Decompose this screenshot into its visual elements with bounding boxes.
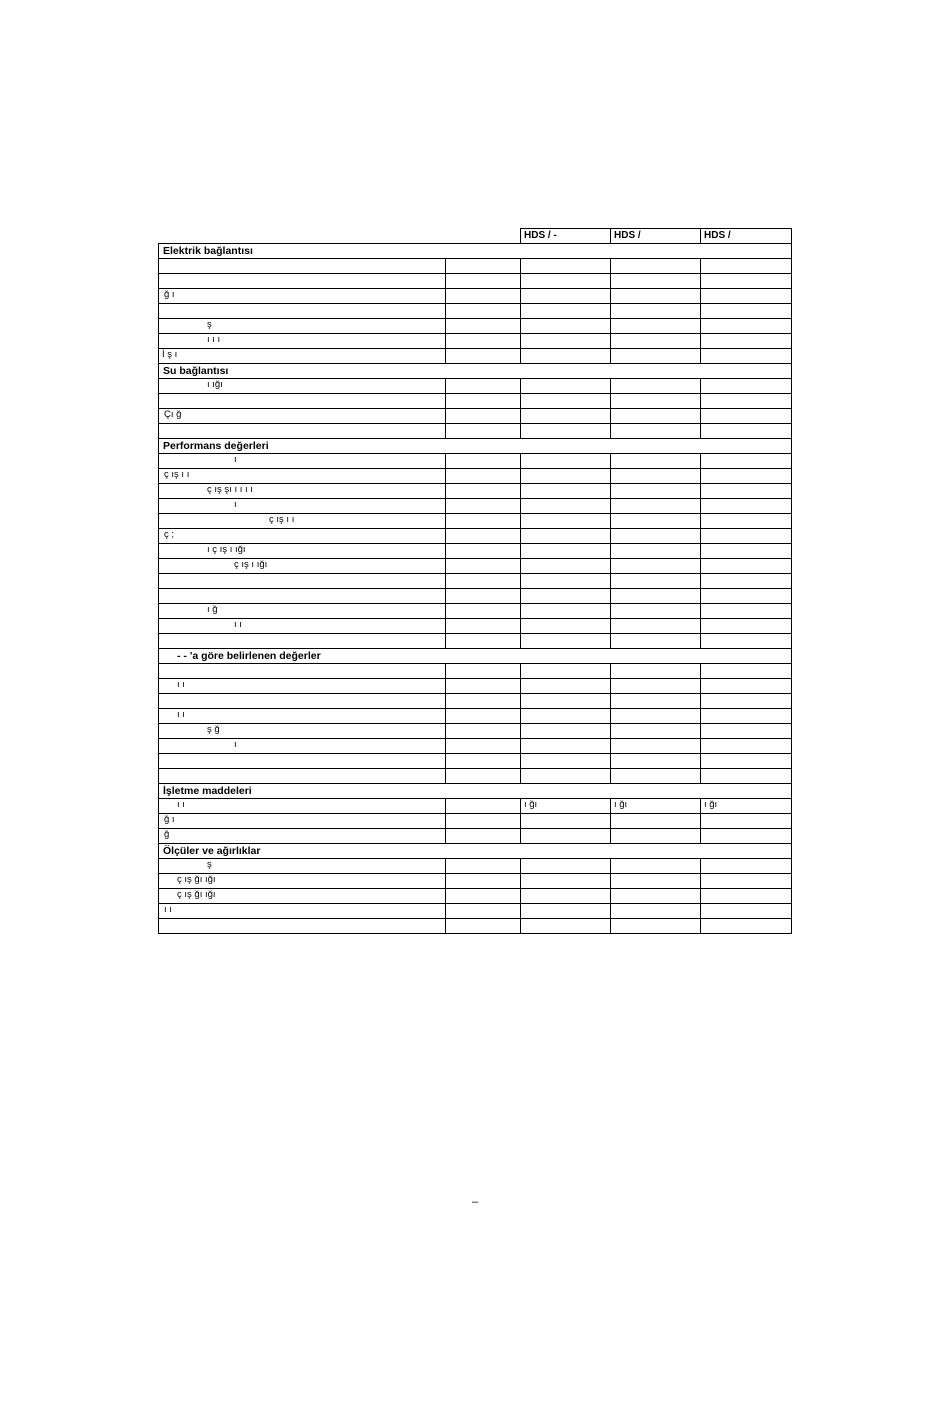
row-label <box>159 304 446 319</box>
row-value-1 <box>521 619 611 634</box>
table-row <box>159 514 792 529</box>
row-unit <box>446 484 521 499</box>
row-label: ç ; <box>159 529 446 544</box>
row-unit <box>446 814 521 829</box>
row-value-1 <box>521 289 611 304</box>
row-value-2 <box>611 769 701 784</box>
header-blank-unit <box>446 229 521 244</box>
row-value-1 <box>521 334 611 349</box>
table-row <box>159 529 792 544</box>
row-unit <box>446 889 521 904</box>
row-value-3 <box>701 319 792 334</box>
row-label: ş ğ <box>159 724 446 739</box>
row-value-1 <box>521 664 611 679</box>
row-unit <box>446 799 521 814</box>
row-value-3 <box>701 859 792 874</box>
row-unit <box>446 874 521 889</box>
row-unit <box>446 589 521 604</box>
row-value-2 <box>611 289 701 304</box>
row-unit <box>446 604 521 619</box>
row-value-3 <box>701 514 792 529</box>
table-row <box>159 319 792 334</box>
section-header-row <box>159 244 792 259</box>
row-value-3 <box>701 334 792 349</box>
row-label: ı <box>159 454 446 469</box>
row-value-1 <box>521 874 611 889</box>
row-value-3 <box>701 559 792 574</box>
table-row <box>159 829 792 844</box>
row-value-1 <box>521 904 611 919</box>
section-header-row <box>159 784 792 799</box>
row-value-1 <box>521 859 611 874</box>
row-label: ı ı <box>159 799 446 814</box>
row-unit <box>446 289 521 304</box>
row-label: ı ı <box>159 679 446 694</box>
row-unit <box>446 544 521 559</box>
section-title: Performans değerleri <box>159 439 792 454</box>
row-label: ğ ı <box>159 814 446 829</box>
row-value-3 <box>701 919 792 934</box>
model-header-1: HDS / - <box>521 229 611 244</box>
table-row <box>159 349 792 364</box>
row-label: ğ ı <box>159 289 446 304</box>
row-value-2 <box>611 559 701 574</box>
row-value-3 <box>701 694 792 709</box>
row-value-1: ı ğı <box>521 799 611 814</box>
table-row <box>159 799 792 814</box>
row-value-2 <box>611 814 701 829</box>
table-row <box>159 544 792 559</box>
row-label: ı <box>159 499 446 514</box>
table-row <box>159 394 792 409</box>
row-value-2 <box>611 619 701 634</box>
row-value-2 <box>611 334 701 349</box>
table-row <box>159 424 792 439</box>
row-value-1 <box>521 409 611 424</box>
row-label <box>159 259 446 274</box>
table-row <box>159 409 792 424</box>
row-value-1 <box>521 574 611 589</box>
row-value-2 <box>611 499 701 514</box>
row-unit <box>446 559 521 574</box>
row-value-3 <box>701 814 792 829</box>
row-label: ı ı <box>159 709 446 724</box>
table-row <box>159 274 792 289</box>
table-row <box>159 289 792 304</box>
row-value-2 <box>611 919 701 934</box>
row-value-1 <box>521 349 611 364</box>
row-value-2 <box>611 259 701 274</box>
row-label <box>159 394 446 409</box>
table-row <box>159 904 792 919</box>
section-header-row <box>159 439 792 454</box>
row-value-3 <box>701 679 792 694</box>
row-unit <box>446 514 521 529</box>
row-unit <box>446 424 521 439</box>
row-unit <box>446 259 521 274</box>
row-value-3 <box>701 289 792 304</box>
row-unit <box>446 349 521 364</box>
row-unit <box>446 619 521 634</box>
row-label: ı ı <box>159 619 446 634</box>
row-value-2 <box>611 754 701 769</box>
row-label: ı ı <box>159 904 446 919</box>
row-value-1 <box>521 529 611 544</box>
table-row <box>159 454 792 469</box>
row-value-1 <box>521 394 611 409</box>
row-unit <box>446 904 521 919</box>
row-value-3 <box>701 904 792 919</box>
section-header-row <box>159 649 792 664</box>
row-value-1 <box>521 709 611 724</box>
section-header-row <box>159 844 792 859</box>
row-value-1 <box>521 304 611 319</box>
row-unit <box>446 304 521 319</box>
section-header-row <box>159 364 792 379</box>
row-label <box>159 769 446 784</box>
row-unit <box>446 274 521 289</box>
row-unit <box>446 574 521 589</box>
row-value-3: ı ğı <box>701 799 792 814</box>
row-label <box>159 274 446 289</box>
table-row <box>159 814 792 829</box>
row-value-2 <box>611 514 701 529</box>
table-row <box>159 499 792 514</box>
table-row <box>159 334 792 349</box>
table-row <box>159 574 792 589</box>
row-value-3 <box>701 499 792 514</box>
row-label: ı ığı <box>159 379 446 394</box>
row-unit <box>446 379 521 394</box>
row-value-3 <box>701 409 792 424</box>
row-value-2 <box>611 304 701 319</box>
table-row <box>159 619 792 634</box>
row-label: ı ç ış ı ığı <box>159 544 446 559</box>
model-header-2: HDS / <box>611 229 701 244</box>
row-value-3 <box>701 829 792 844</box>
row-value-2 <box>611 454 701 469</box>
row-unit <box>446 499 521 514</box>
row-value-3 <box>701 574 792 589</box>
table-row <box>159 484 792 499</box>
row-label <box>159 589 446 604</box>
row-value-1 <box>521 829 611 844</box>
table-row <box>159 664 792 679</box>
section-title: Su bağlantısı <box>159 364 792 379</box>
row-value-3 <box>701 889 792 904</box>
table-row <box>159 304 792 319</box>
row-value-1 <box>521 454 611 469</box>
row-value-3 <box>701 379 792 394</box>
row-value-1 <box>521 604 611 619</box>
table-row <box>159 769 792 784</box>
row-unit <box>446 919 521 934</box>
row-value-1 <box>521 814 611 829</box>
table-row <box>159 559 792 574</box>
row-value-1 <box>521 544 611 559</box>
table-row <box>159 919 792 934</box>
row-unit <box>446 469 521 484</box>
table-row <box>159 724 792 739</box>
row-value-1 <box>521 274 611 289</box>
table-row <box>159 634 792 649</box>
table-row <box>159 889 792 904</box>
row-value-1 <box>521 499 611 514</box>
row-value-1 <box>521 424 611 439</box>
table-row <box>159 469 792 484</box>
row-value-2 <box>611 424 701 439</box>
row-label: ç ış ı ı <box>159 469 446 484</box>
row-value-3 <box>701 394 792 409</box>
row-value-2 <box>611 724 701 739</box>
row-label: ı <box>159 739 446 754</box>
row-label <box>159 424 446 439</box>
row-label: ç ış ğı ığı <box>159 874 446 889</box>
table-row <box>159 859 792 874</box>
row-value-1 <box>521 889 611 904</box>
row-label: ş <box>159 859 446 874</box>
table-row <box>159 589 792 604</box>
row-label: ç ış ı ığı <box>159 559 446 574</box>
row-unit <box>446 694 521 709</box>
row-value-1 <box>521 724 611 739</box>
row-unit <box>446 859 521 874</box>
row-unit <box>446 454 521 469</box>
row-value-2 <box>611 634 701 649</box>
row-value-2 <box>611 874 701 889</box>
row-unit <box>446 334 521 349</box>
row-label <box>159 664 446 679</box>
row-value-2 <box>611 574 701 589</box>
row-label: ı ı ı <box>159 334 446 349</box>
section-title: Elektrik bağlantısı <box>159 244 792 259</box>
row-value-1 <box>521 769 611 784</box>
row-value-2 <box>611 319 701 334</box>
row-value-2 <box>611 379 701 394</box>
row-value-3 <box>701 274 792 289</box>
page-footer-marker: – <box>471 1196 479 1208</box>
row-value-2 <box>611 904 701 919</box>
row-unit <box>446 394 521 409</box>
row-value-1 <box>521 484 611 499</box>
row-value-2 <box>611 349 701 364</box>
row-label <box>159 919 446 934</box>
row-value-3 <box>701 589 792 604</box>
row-value-2 <box>611 394 701 409</box>
row-value-3 <box>701 259 792 274</box>
row-value-1 <box>521 754 611 769</box>
row-value-2 <box>611 544 701 559</box>
row-unit <box>446 739 521 754</box>
row-value-2 <box>611 829 701 844</box>
technical-specifications-table <box>158 228 792 934</box>
row-unit <box>446 319 521 334</box>
row-value-1 <box>521 694 611 709</box>
row-value-3 <box>701 454 792 469</box>
row-value-3 <box>701 484 792 499</box>
table-header-row <box>159 229 792 244</box>
row-value-2 <box>611 889 701 904</box>
row-value-3 <box>701 349 792 364</box>
row-value-3 <box>701 604 792 619</box>
table-row <box>159 874 792 889</box>
row-label <box>159 634 446 649</box>
row-value-1 <box>521 379 611 394</box>
row-value-1 <box>521 559 611 574</box>
row-label: ı ğ <box>159 604 446 619</box>
row-value-2 <box>611 859 701 874</box>
row-value-2 <box>611 604 701 619</box>
row-label: ş <box>159 319 446 334</box>
row-value-2 <box>611 529 701 544</box>
section-title: Ölçüler ve ağırlıklar <box>159 844 792 859</box>
row-value-3 <box>701 874 792 889</box>
row-value-3 <box>701 469 792 484</box>
row-unit <box>446 829 521 844</box>
row-label: ğ <box>159 829 446 844</box>
row-value-2: ı ğı <box>611 799 701 814</box>
row-unit <box>446 679 521 694</box>
table-row <box>159 739 792 754</box>
table-row <box>159 259 792 274</box>
header-blank-label <box>159 229 446 244</box>
row-unit <box>446 664 521 679</box>
row-label: ç ış şı ı ı ı ı <box>159 484 446 499</box>
row-value-2 <box>611 589 701 604</box>
row-label: ç ış ı ı <box>159 514 446 529</box>
row-value-3 <box>701 529 792 544</box>
row-label: ç ış ğı ığı <box>159 889 446 904</box>
section-title: İşletme maddeleri <box>159 784 792 799</box>
row-value-3 <box>701 619 792 634</box>
row-value-3 <box>701 724 792 739</box>
row-value-2 <box>611 694 701 709</box>
row-unit <box>446 724 521 739</box>
table-row <box>159 709 792 724</box>
row-value-1 <box>521 739 611 754</box>
row-value-3 <box>701 769 792 784</box>
row-value-3 <box>701 544 792 559</box>
row-unit <box>446 769 521 784</box>
row-value-2 <box>611 709 701 724</box>
table-row <box>159 679 792 694</box>
row-value-2 <box>611 469 701 484</box>
row-unit <box>446 634 521 649</box>
table-row <box>159 694 792 709</box>
row-value-3 <box>701 304 792 319</box>
row-value-1 <box>521 634 611 649</box>
row-value-3 <box>701 709 792 724</box>
row-unit <box>446 529 521 544</box>
table-row <box>159 604 792 619</box>
row-value-1 <box>521 259 611 274</box>
row-value-3 <box>701 739 792 754</box>
row-value-2 <box>611 409 701 424</box>
row-value-3 <box>701 664 792 679</box>
row-value-2 <box>611 484 701 499</box>
row-value-2 <box>611 679 701 694</box>
row-value-3 <box>701 754 792 769</box>
table-row <box>159 379 792 394</box>
row-value-2 <box>611 274 701 289</box>
section-title: - - 'a göre belirlenen değerler <box>159 649 792 664</box>
row-value-3 <box>701 634 792 649</box>
table-row <box>159 754 792 769</box>
row-label <box>159 574 446 589</box>
row-value-3 <box>701 424 792 439</box>
model-header-3: HDS / <box>701 229 792 244</box>
row-unit <box>446 754 521 769</box>
row-value-1 <box>521 589 611 604</box>
row-label <box>159 694 446 709</box>
row-label <box>159 754 446 769</box>
row-value-1 <box>521 469 611 484</box>
row-value-1 <box>521 319 611 334</box>
row-label: İ ş ı <box>159 349 446 364</box>
row-value-1 <box>521 679 611 694</box>
row-unit <box>446 409 521 424</box>
row-value-1 <box>521 919 611 934</box>
row-unit <box>446 709 521 724</box>
row-value-2 <box>611 739 701 754</box>
row-value-1 <box>521 514 611 529</box>
row-value-2 <box>611 664 701 679</box>
row-label: Çı ğ <box>159 409 446 424</box>
